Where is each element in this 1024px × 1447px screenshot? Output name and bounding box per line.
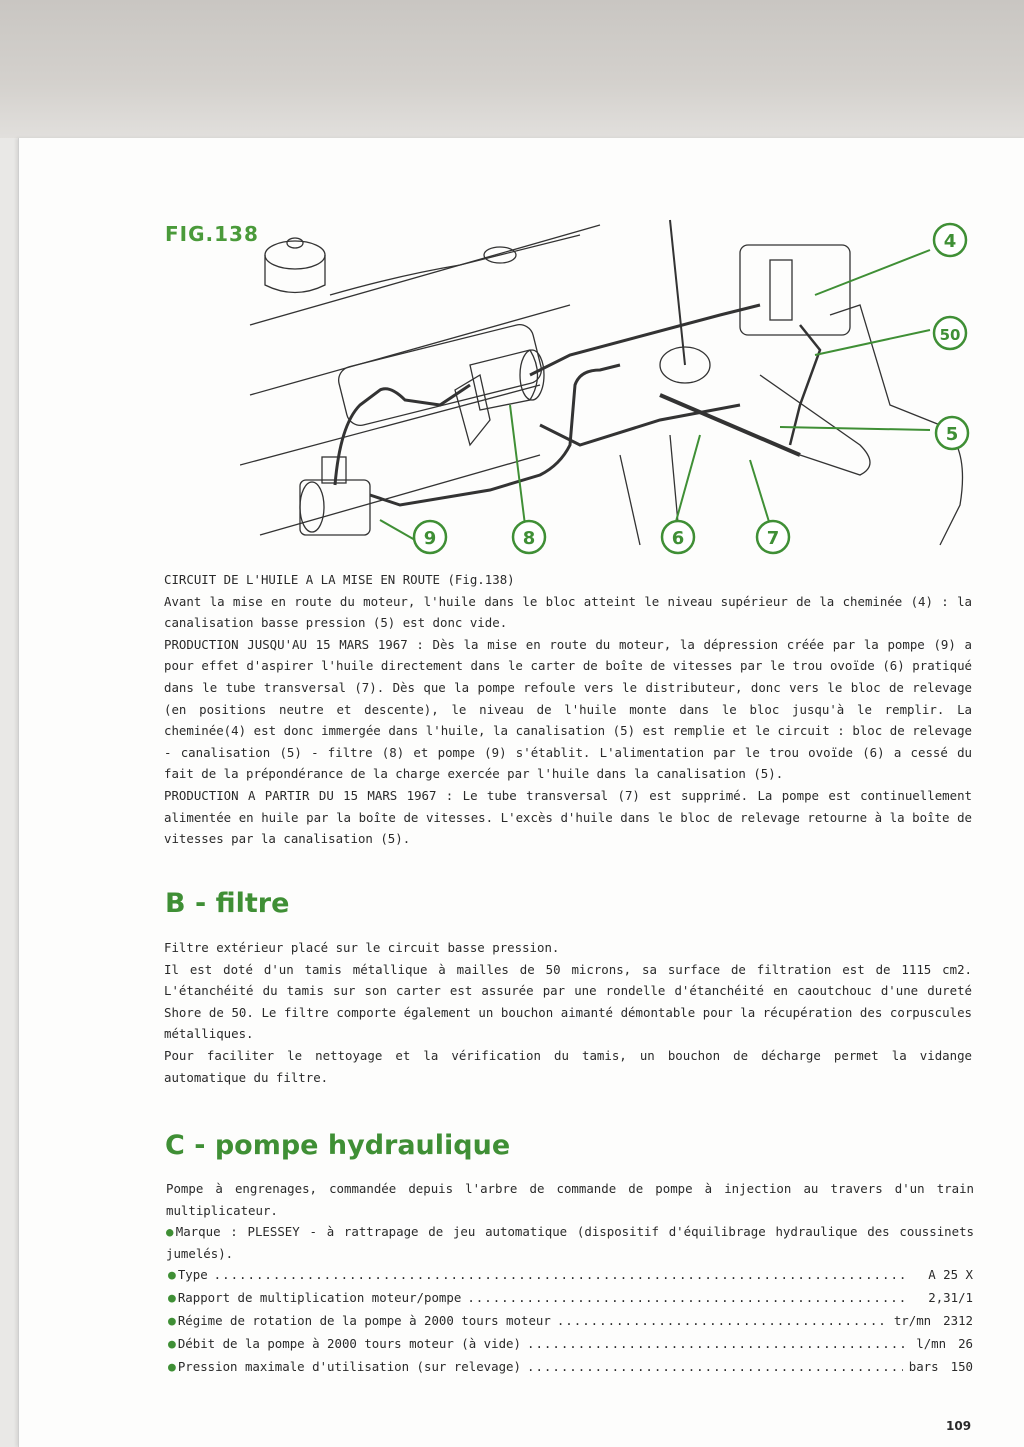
spec-row: ● Régime de rotation de la pompe à 2000 tours moteur ..... tr/mn 2312	[168, 1310, 973, 1333]
callout-9	[414, 521, 446, 553]
callout-7	[757, 521, 789, 553]
scan-background	[0, 0, 1024, 140]
section-c-text	[166, 1178, 974, 1264]
figure-title: FIG.138	[165, 222, 259, 246]
bullet-icon: ●	[168, 1268, 176, 1283]
svg-text:4: 4	[943, 231, 957, 252]
paragraph: Pompe à engrenages, commandée depuis l'arbre de commande de pompe à injection au travers d'un train multiplicateur.	[166, 1181, 974, 1218]
hydraulic-circuit-diagram	[240, 205, 980, 565]
svg-text:50: 50	[939, 326, 961, 344]
svg-text:5: 5	[945, 424, 959, 445]
marque-line: ●Marque : PLESSEY - à rattrapage de jeu automatique (dispositif d'équilibrage hydraulique des coussinets jumelés).	[166, 1224, 974, 1261]
bullet-icon: ●	[168, 1291, 176, 1306]
bullet-icon: ●	[168, 1314, 176, 1329]
section-b-text	[164, 937, 972, 1088]
paragraph: Filtre extérieur placé sur le circuit basse pression.	[164, 940, 560, 955]
bullet-icon: ●	[168, 1360, 176, 1375]
section-a-text	[164, 569, 972, 850]
svg-text:6: 6	[671, 528, 685, 549]
spec-row: ● Débit de la pompe à 2000 tours moteur (à vide) ..... l/mn 26	[168, 1333, 973, 1356]
paragraph: Pour faciliter le nettoyage et la vérification du tamis, un bouchon de décharge permet la vidange automatique du filtre.	[164, 1047, 972, 1085]
callout-5	[936, 417, 968, 449]
svg-text:7: 7	[766, 528, 780, 549]
svg-text:9: 9	[423, 528, 437, 549]
bullet-icon: ●	[166, 1224, 176, 1240]
engine-drawing	[240, 220, 963, 545]
figure-caption: CIRCUIT DE L'HUILE A LA MISE EN ROUTE (Fig.138)	[164, 572, 515, 587]
spec-row: ● Pression maximale d'utilisation (sur relevage) ..... bars 150	[168, 1356, 973, 1379]
spec-row: ● Type ..... A 25 X	[168, 1264, 973, 1287]
section-b-heading: B - filtre	[165, 888, 290, 919]
callout-leaders	[380, 250, 930, 540]
callout-8	[513, 521, 545, 553]
page-number: 109	[946, 1419, 972, 1433]
callout-6	[662, 521, 694, 553]
svg-text:8: 8	[522, 528, 536, 549]
spec-list	[168, 1264, 973, 1379]
section-c-heading: C - pompe hydraulique	[165, 1130, 511, 1161]
paragraph: Il est doté d'un tamis métallique à mailles de 50 microns, sa surface de filtration est de 1115 cm2. L'étanchéité du tamis sur son carter est assurée par une rondelle d'étanchéité en caoutchouc d'une dureté Shore de 50. Le filtre comporte également un bouchon aimanté démontable pour la récupération des corpuscules métalliques.	[164, 961, 972, 1042]
binding-edge	[0, 138, 18, 1447]
bullet-icon: ●	[168, 1337, 176, 1352]
callout-4	[934, 224, 966, 256]
paragraph: PRODUCTION A PARTIR DU 15 MARS 1967 : Le tube transversal (7) est supprimé. La pompe est continuellement alimentée en huile par la boîte de vitesses. L'excès d'huile dans le bloc de relevage retourne à la boîte de vitesses par la canalisation (5).	[164, 787, 972, 847]
paragraph: Avant la mise en route du moteur, l'huile dans le bloc atteint le niveau supérieur de la cheminée (4) : la canalisation basse pression (5) est donc vide.	[164, 593, 972, 631]
paragraph: PRODUCTION JUSQU'AU 15 MARS 1967 : Dès la mise en route du moteur, la dépression créée par la pompe (9) a pour effet d'aspirer l'huile directement dans le carter de boîte de vitesses par le trou ovoïde (6) pratiqué dans le tube transversal (7). Dès que la pompe refoule vers le distributeur, donc vers le bloc de relevage (en positions neutre et descente), le niveau de l'huile monte dans le bloc jusqu'à le remplir. La cheminée(4) est donc immergée dans l'huile, la canalisation (5) est remplie et le circuit : bloc de relevage - canalisation (5) - filtre (8) et pompe (9) s'établit. L'alimentation par le trou ovoïde (6) a cessé du fait de la prépondérance de la charge exercée par l'huile dans la canalisation (5).	[164, 636, 972, 782]
callout-50	[934, 317, 966, 349]
spec-row: ● Rapport de multiplication moteur/pompe ..... 2,31/1	[168, 1287, 973, 1310]
